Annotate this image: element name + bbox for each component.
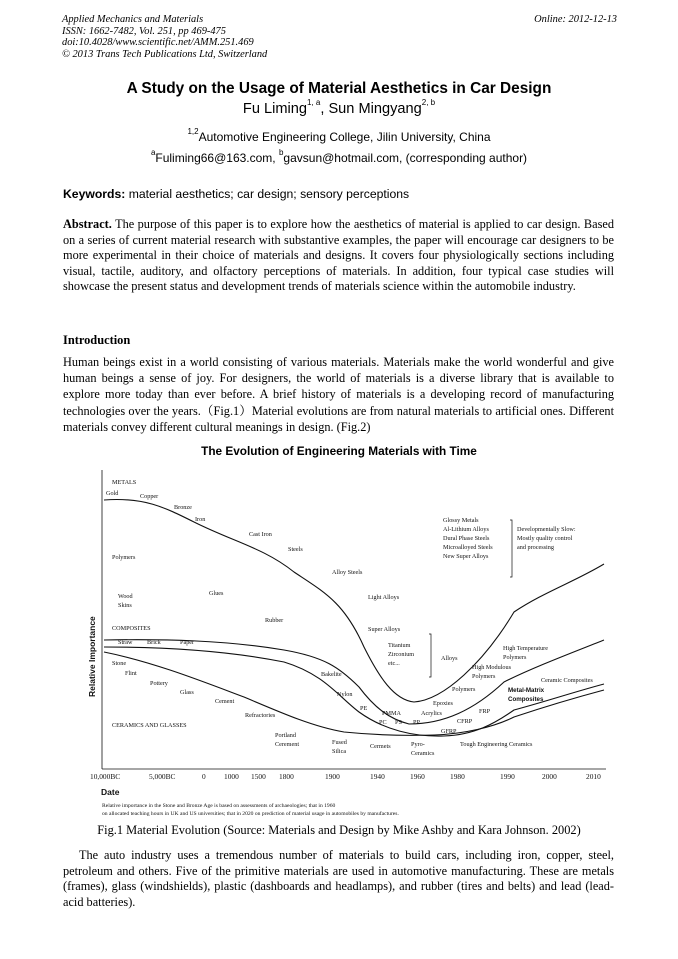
label-ps: PS [395, 719, 402, 726]
keywords-label: Keywords: [63, 187, 126, 201]
label-pyro-1: Pyro- [411, 741, 425, 748]
label-copper: Copper [140, 493, 159, 500]
label-polymers-sub: Polymers [452, 686, 476, 693]
author-2: Sun Mingyang [328, 101, 422, 117]
label-metals: METALS [112, 479, 137, 486]
online-date: Online: 2012-12-13 [534, 14, 617, 25]
label-brick: Brick [147, 639, 161, 646]
label-glossy-1: Glossy Metals [443, 517, 479, 524]
label-epoxies: Epoxies [433, 700, 453, 707]
chart-footnote-2: on allocated teaching hours in UK and US universities; that in 2020 on prediction of material usage in automobiles by manufactures. [102, 811, 399, 817]
label-acrylics: Acrylics [421, 710, 442, 717]
label-nylon: Nylon [337, 691, 353, 698]
material-evolution-chart [84, 462, 614, 822]
label-straw: Straw [118, 639, 133, 646]
x-tick: 2000 [542, 772, 557, 781]
abstract-text: The purpose of this paper is to explore how the aesthetics of material is applied to car design. Based on a series of current material research with substantive examples, the paper will encourage car designers to be more experimental in their choice of materials and designs. It covers four physiologically sections including visual, tactile, auditory, and olfactory perceptions of materials. In addition, four typical case studies will showcase the present status and development trends of materials science within the automobile industry. [63, 217, 614, 293]
label-wood: Wood [118, 593, 133, 600]
series-polymers-line [104, 640, 604, 724]
label-ht-1: High Temperature [503, 645, 548, 652]
label-frp: FRP [479, 708, 491, 715]
label-super-alloys: Super Alloys [368, 626, 401, 633]
label-pc: PC [379, 719, 387, 726]
author-1: Fu Liming [242, 101, 307, 117]
author-line [0, 98, 678, 117]
journal-name: Applied Mechanics and Materials [62, 14, 204, 25]
label-hm-2: Polymers [472, 673, 496, 680]
label-mmc-2: Composites [508, 696, 544, 703]
x-tick: 1940 [370, 772, 385, 781]
x-axis-label: Date [101, 787, 120, 797]
x-tick: 1960 [410, 772, 425, 781]
figure-caption: Fig.1 Material Evolution (Source: Materials and Design by Mike Ashby and Kara Johnson. 2002) [97, 823, 581, 837]
label-flint: Flint [125, 670, 137, 677]
label-gold: Gold [106, 490, 119, 497]
keywords [63, 187, 409, 201]
issn-line: ISSN: 1662-7482, Vol. 251, pp 469-475 [62, 25, 226, 37]
label-cfrp: CFRP [457, 718, 473, 725]
abstract [63, 217, 614, 295]
affiliation-text: Automotive Engineering College, Jilin University, China [198, 130, 491, 144]
email-b-sup: b [278, 148, 284, 157]
label-portland-1: Portland [275, 732, 296, 739]
label-zirconium: Zirconium [388, 651, 415, 658]
chart-footnote-1: Relative importance in the Stone and Bronze Age is based on assessments of archaeologies; that in 1960 [102, 803, 336, 809]
email-line [0, 148, 678, 165]
x-tick: 1980 [450, 772, 465, 781]
email-b: gavsun@hotmail.com, (corresponding author) [283, 151, 528, 165]
label-titanium: Titanium [388, 642, 411, 649]
paragraph-auto-industry: The auto industry uses a tremendous number of materials to build cars, including iron, copper, steel, petroleum and others. Five of the primitive materials are used in automotive manufacturing. These are metals (frames), glass (windshields), plastic (dashboards and headlamps), and rubber (tires and belts) and lead (lead-acid batteries). [63, 848, 614, 909]
label-glossy-4: Microalloyed Steels [443, 544, 493, 551]
introduction-heading: Introduction [63, 333, 131, 347]
label-iron: Iron [195, 516, 206, 523]
email-a-sup: a [150, 148, 156, 157]
x-tick: 1900 [325, 772, 340, 781]
x-ticks [90, 772, 601, 781]
label-cement: Cement [215, 698, 235, 705]
x-tick: 1800 [279, 772, 294, 781]
keywords-text: material aesthetics; car design; sensory perceptions [125, 187, 410, 201]
doi-line: doi:10.4028/www.scientific.net/AMM.251.469 [62, 37, 254, 48]
paper-title: A Study on the Usage of Material Aesthetics in Car Design [126, 80, 552, 97]
affiliation-sup: 1,2 [187, 127, 199, 136]
y-axis-label: Relative Importance [87, 616, 97, 697]
author-separator: , [320, 101, 329, 117]
x-tick: 1500 [251, 772, 266, 781]
running-header [62, 14, 617, 60]
x-tick: 1000 [224, 772, 239, 781]
label-bakelite: Bakelite [321, 671, 342, 678]
label-paper: Paper [180, 639, 195, 646]
label-light-alloys: Light Alloys [368, 594, 400, 601]
label-dev-1: Developmentally Slow: [517, 526, 576, 533]
label-fused-2: Silica [332, 748, 347, 755]
label-alloy-steels: Alloy Steels [332, 569, 363, 576]
bracket-special-alloys [429, 634, 431, 677]
label-glossy-5: New Super Alloys [443, 553, 489, 560]
label-tough: Tough Engineering Ceramics [460, 741, 533, 748]
label-dev-2: Mostly quality control [517, 535, 573, 542]
x-tick: 0 [202, 772, 206, 781]
label-pp: PP [413, 719, 420, 726]
label-glossy-3: Dural Phase Steels [443, 535, 490, 542]
x-tick: 2010 [586, 772, 601, 781]
label-glossy-2: Al-Lithium Alloys [443, 526, 489, 533]
label-pe: PE [360, 705, 368, 712]
label-stone: Stone [112, 660, 127, 667]
label-glass: Glass [180, 689, 194, 696]
label-rubber: Rubber [265, 617, 284, 624]
label-ceramic-composites: Ceramic Composites [541, 677, 593, 684]
label-fused-1: Fused [332, 739, 347, 746]
label-hm-1: High Modulous [472, 664, 512, 671]
x-tick: 1990 [500, 772, 515, 781]
label-glues: Glues [209, 590, 224, 597]
label-polymers: Polymers [112, 554, 136, 561]
label-alloys: Alloys [441, 655, 458, 662]
bracket-glossy-metals [510, 520, 512, 577]
x-tick: 5,000BC [149, 772, 176, 781]
x-tick: 10,000BC [90, 772, 121, 781]
label-composites: COMPOSITES [112, 625, 151, 632]
author-2-sup: 2, b [421, 98, 436, 107]
label-etc: etc... [388, 660, 400, 667]
label-cermets: Cermets [370, 743, 391, 750]
figure-title: The Evolution of Engineering Materials with Time [201, 444, 477, 458]
label-ht-2: Polymers [503, 654, 527, 661]
author-1-sup: 1, a [306, 98, 321, 107]
label-mmc-1: Metal-Matrix [508, 687, 545, 694]
label-dev-3: and processing [517, 544, 554, 551]
introduction-text: Human beings exist in a world consisting of various materials. Materials make the world wonderful and give human beings a sense of joy. For designers, the world of materials is a diverse library that is available to explore more today than ever before. A brief history of materials is a developing record of manufacturing technologies over the years.（Fig.1）Material evolutions are from natural materials to artificial ones. Different materials convey different cultural meanings in design. (Fig.2) [63, 355, 614, 434]
label-pyro-2: Ceramics [411, 750, 435, 757]
label-refractories: Refractories [245, 712, 276, 719]
affiliation [0, 127, 678, 144]
label-portland-2: Cerement [275, 741, 300, 748]
label-bronze: Bronze [174, 504, 192, 511]
label-skins: Skins [118, 602, 132, 609]
label-gfrp: GFRP [441, 728, 457, 735]
label-pottery: Pottery [150, 680, 168, 687]
label-pmma: PMMA [382, 710, 401, 717]
label-steels: Steels [288, 546, 303, 553]
abstract-label: Abstract. [63, 217, 112, 231]
copyright-line: © 2013 Trans Tech Publications Ltd, Switzerland [62, 48, 268, 60]
email-a: Fuliming66@163.com, [155, 151, 279, 165]
label-ceramics: CERAMICS AND GLASSES [112, 722, 187, 729]
label-cast-iron: Cast Iron [249, 531, 272, 538]
